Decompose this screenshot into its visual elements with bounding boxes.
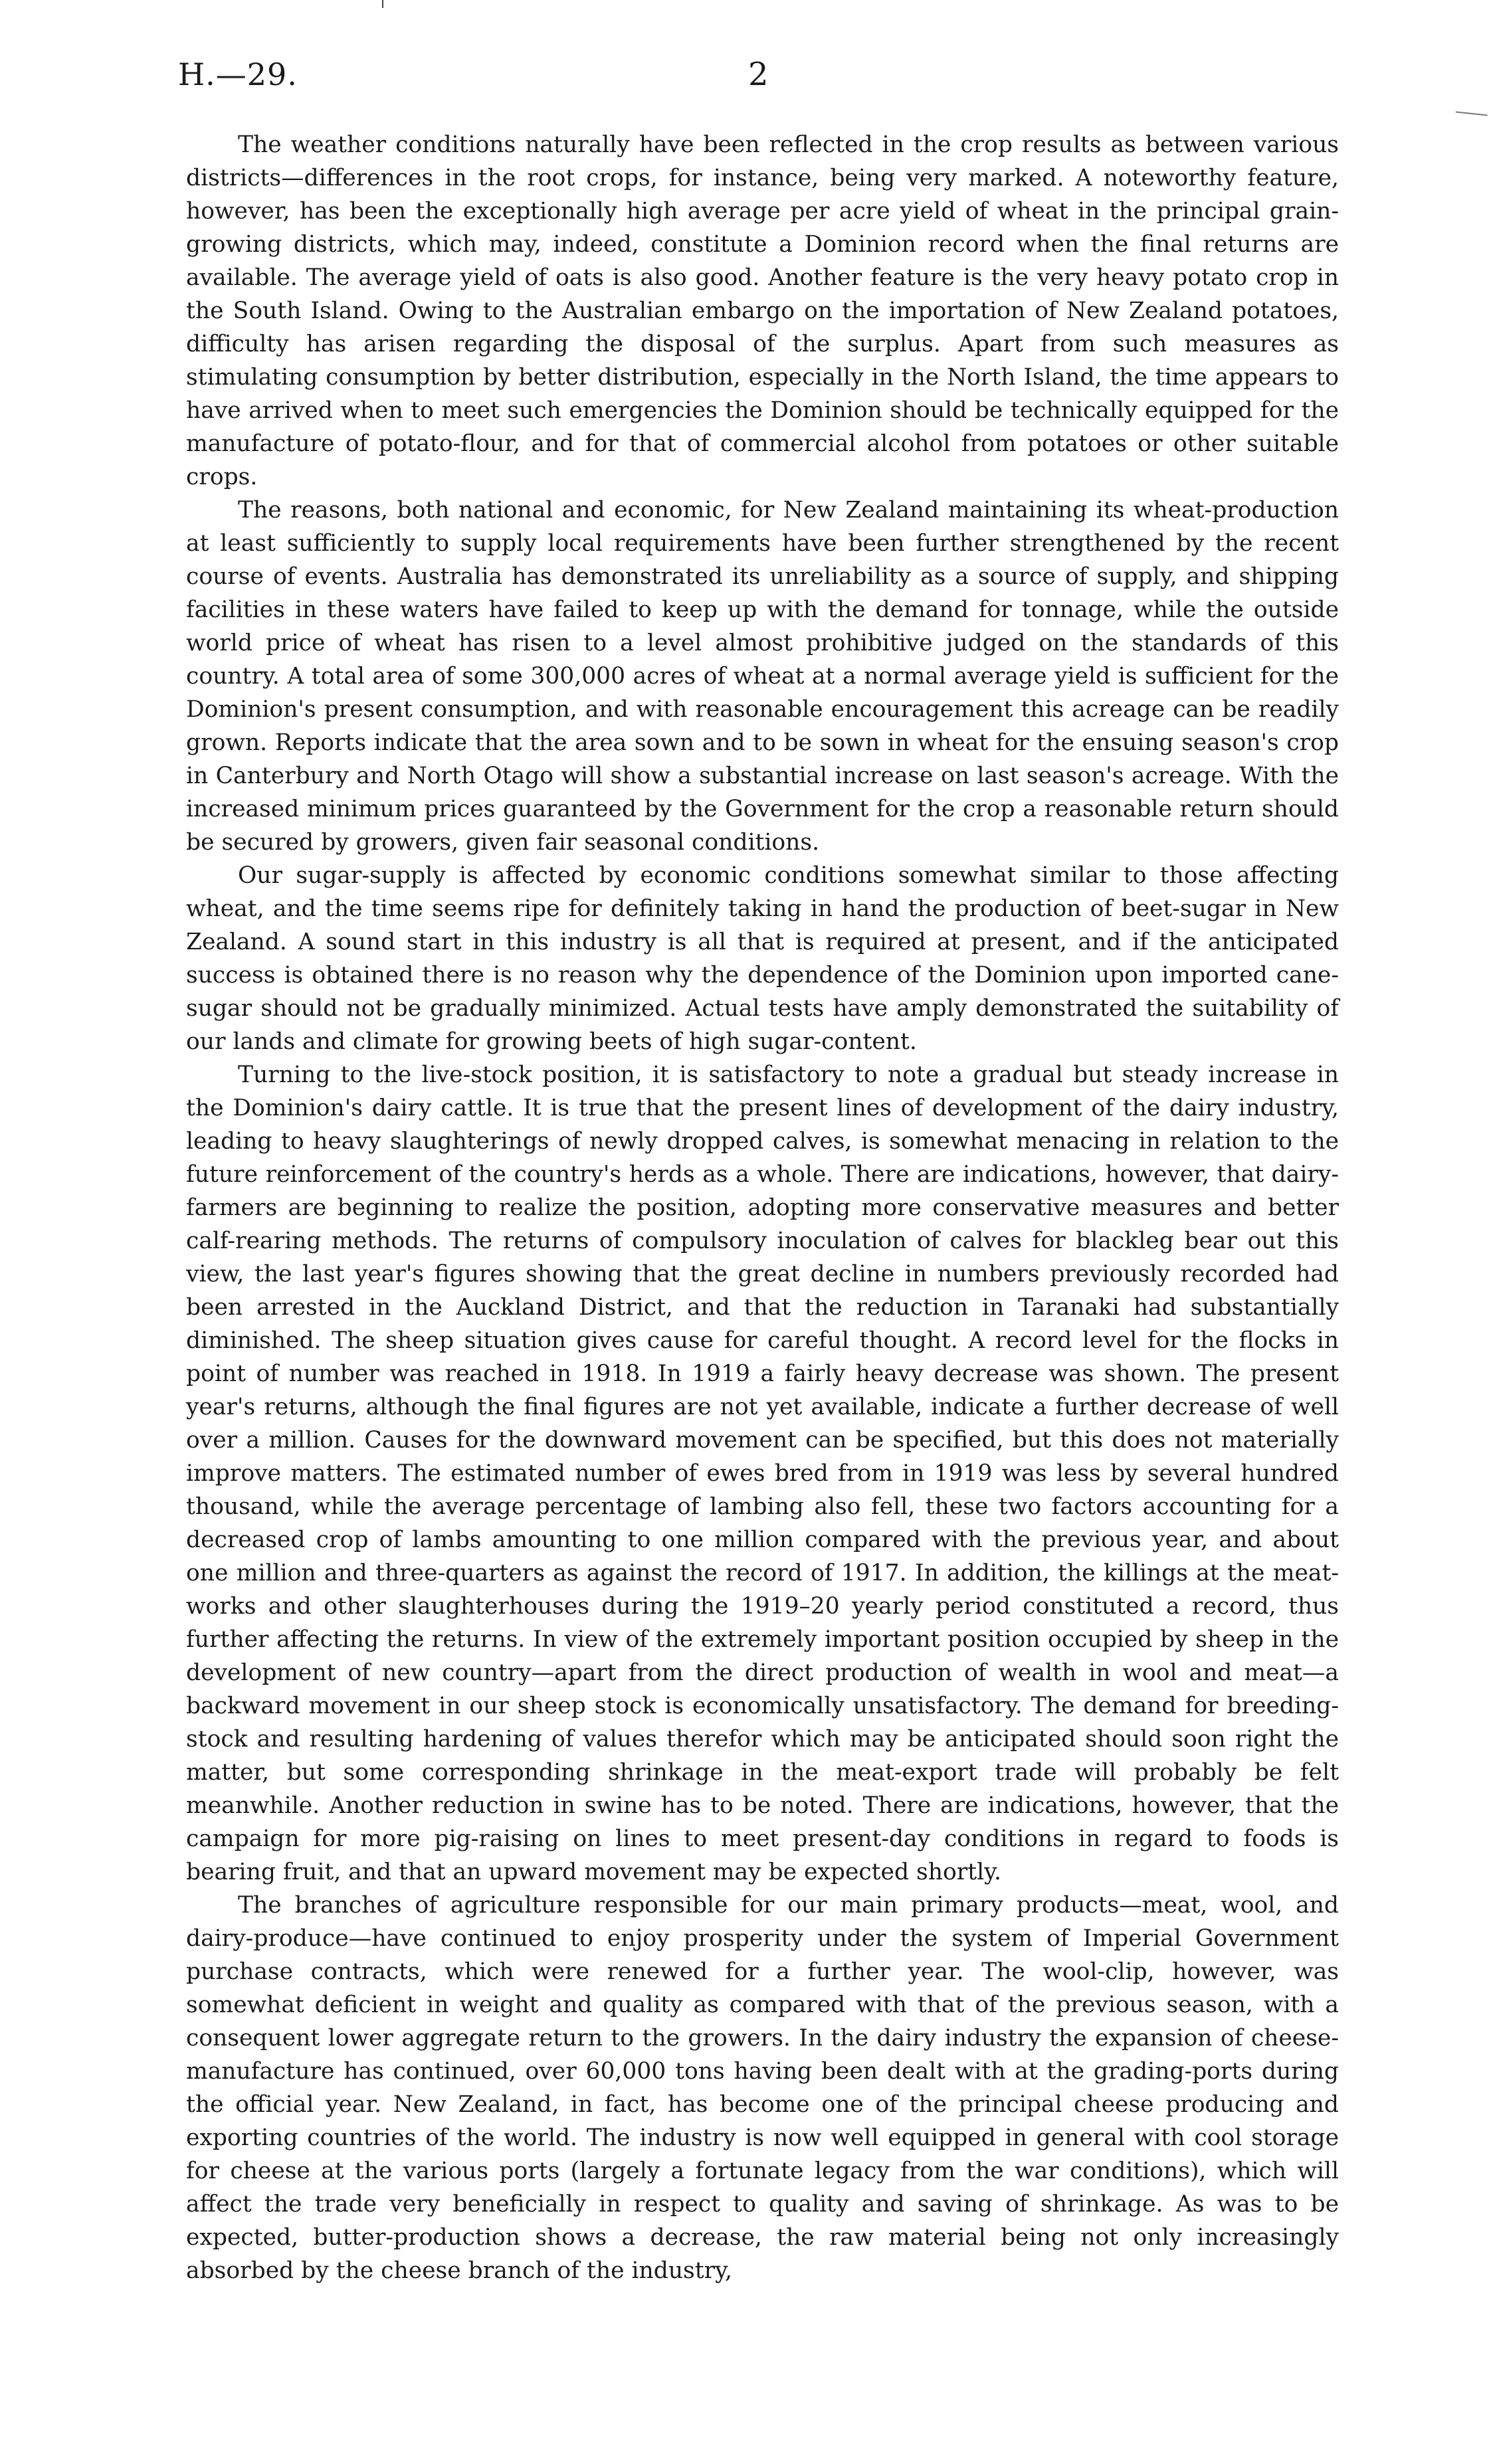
paragraph-sugar-supply: Our sugar-supply is affected by economic conditions somewhat similar to those affecting wheat, and the time seems ripe for definitely taking in hand the production of beet-sugar in New Zealand. A sound start in this industry is all that is required at present, and if the anticipated success is obtained there is no reason why the dependence of the Dominion upon imported cane-sugar should not be gradually minimized. Actual tests have amply demonstrated the suitability of our lands and climate for growing beets of high sugar-content. [186,862,1339,1055]
paragraph-weather-crops: The weather conditions naturally have been reflected in the crop results as between various districts—differences in the root crops, for instance, being very marked. A noteworthy feature, however, has been the exceptionally high average per acre yield of wheat in the principal grain-growing districts, which may, indeed, constitute a Dominion record when the final returns are available. The average yield of oats is also good. Another feature is the very heavy potato crop in the South Island. Owing to the Australian embargo on the importation of New Zealand potatoes, difficulty has arisen regarding the disposal of the surplus. Apart from such measures as stimulating consumption by better distribution, especially in the North Island, the time appears to have arrived when to meet such emergencies the Dominion should be technically equipped for the manufacture of potato-flour, and for that of commercial alcohol from potatoes or other suitable crops. [186,132,1339,490]
paragraph-wheat-production: The reasons, both national and economic, for New Zealand maintaining its wheat-production at least sufficiently to supply local requirements have been further strengthened by the recent course of events. Australia has demonstrated its unreliability as a source of supply, and shipping facilities in these waters have failed to keep up with the demand for tonnage, while the outside world price of wheat has risen to a level almost prohibitive judged on the standards of this country. A total area of some 300,000 acres of wheat at a normal average yield is sufficient for the Dominion's present consumption, and with reasonable encouragement this acreage can be readily grown. Reports indicate that the area sown and to be sown in wheat for the ensuing season's crop in Canterbury and North Otago will show a substantial increase on last season's acreage. With the increased minimum prices guaranteed by the Government for the crop a reasonable return should be secured by growers, given fair seasonal conditions. [186,497,1339,856]
scan-artifact-mark [1454,112,1487,126]
page-number: 2 [748,56,769,93]
document-reference: H.—29. [178,56,298,92]
page-header [178,54,1334,101]
paragraph-primary-products: The branches of agriculture responsible for our main primary products—meat, wool, and dairy-produce—have continued to enjoy prosperity under the system of Imperial Government purchase contracts, which were renewed for a further year. The wool-clip, however, was somewhat deficient in weight and quality as compared with that of the previous season, with a consequent lower aggregate return to the growers. In the dairy industry the expansion of cheese-manufacture has continued, over 60,000 tons having been dealt with at the grading-ports during the official year. New Zealand, in fact, has become one of the principal cheese producing and exporting countries of the world. The industry is now well equipped in general with cool storage for cheese at the various ports (largely a fortunate legacy from the war conditions), which will affect the trade very beneficially in respect to quality and saving of shrinkage. As was to be expected, butter-production shows a decrease, the raw material being not only increasingly absorbed by the cheese branch of the industry, [186,1892,1339,2284]
paragraph-live-stock: Turning to the live-stock position, it is satisfactory to note a gradual but steady increase in the Dominion's dairy cattle. It is true that the present lines of development of the dairy industry, leading to heavy slaughterings of newly dropped calves, is somewhat menacing in relation to the future reinforcement of the country's herds as a whole. There are indications, however, that dairy-farmers are beginning to realize the position, adopting more conservative measures and better calf-rearing methods. The returns of compulsory inoculation of calves for blackleg bear out this view, the last year's figures showing that the great decline in numbers previously recorded had been arrested in the Auckland District, and that the reduction in Taranaki had substantially diminished. The sheep situation gives cause for careful thought. A record level for the flocks in point of number was reached in 1918. In 1919 a fairly heavy decrease was shown. The present year's returns, although the final figures are not yet available, indicate a further decrease of well over a million. Causes for the downward movement can be specified, but this does not materially improve matters. The estimated number of ewes bred from in 1919 was less by several hundred thousand, while the average percentage of lambing also fell, these two factors accounting for a decreased crop of lambs amounting to one million compared with the previous year, and about one million and three-quarters as against the record of 1917. In addition, the killings at the meat-works and other slaughterhouses during the 1919–20 yearly period constituted a record, thus further affecting the returns. In view of the extremely important position occupied by sheep in the development of new country—apart from the direct production of wealth in wool and meat—a backward movement in our sheep stock is economically unsatisfactory. The demand for breeding-stock and resulting hardening of values therefor which may be anticipated should soon right the matter, but some corresponding shrinkage in the meat-export trade will probably be felt meanwhile. Another reduction in swine has to be noted. There are indications, however, that the campaign for more pig-raising on lines to meet present-day conditions in regard to foods is bearing fruit, and that an upward movement may be expected shortly. [186,1062,1339,1885]
body-text [186,128,1339,2287]
scan-artifact-mark [382,0,383,8]
